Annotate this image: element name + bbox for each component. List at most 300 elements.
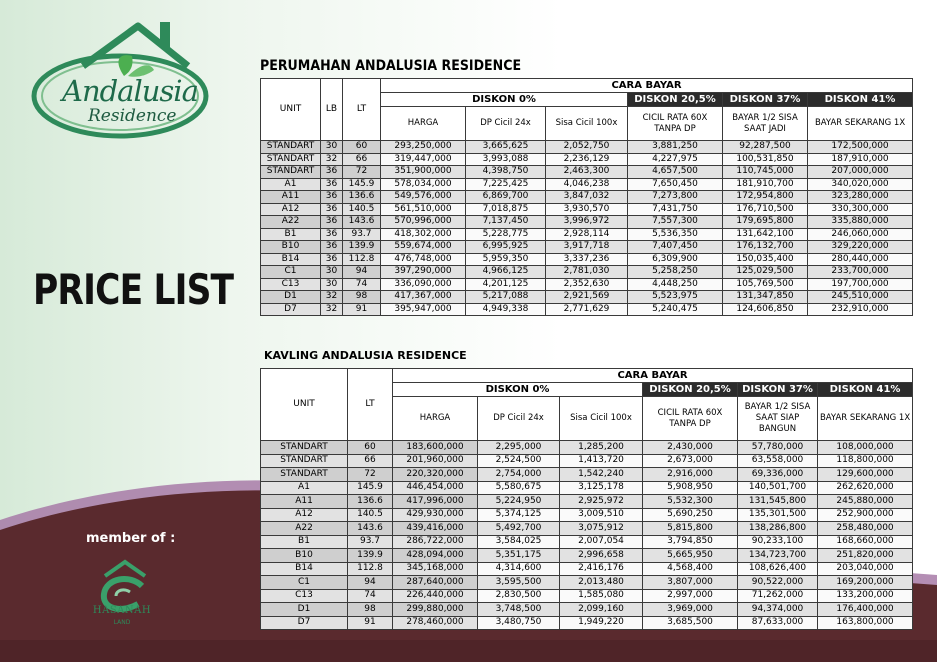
cell-dp: 2,830,500 — [478, 589, 560, 603]
table-row — [261, 549, 913, 563]
cell-harga: 351,900,000 — [381, 166, 466, 179]
col-header-diskon-41: DISKON 41% — [818, 383, 913, 397]
cell-sisa: 4,046,238 — [546, 178, 628, 191]
cell-lt: 60 — [348, 441, 393, 455]
cell-c3: 246,060,000 — [808, 228, 913, 241]
cell-c2: 92,287,500 — [723, 141, 808, 154]
cell-lt: 143.6 — [343, 216, 381, 229]
cell-lt: 72 — [343, 166, 381, 179]
cell-harga: 287,640,000 — [393, 576, 478, 590]
cell-dp: 5,492,700 — [478, 522, 560, 536]
cell-lt: 145.9 — [343, 178, 381, 191]
cell-c3: 163,800,000 — [818, 616, 913, 630]
cell-lt: 93.7 — [343, 228, 381, 241]
table-row — [261, 522, 913, 536]
cell-sisa: 1,413,720 — [560, 454, 643, 468]
cell-c3: 108,000,000 — [818, 441, 913, 455]
cell-sisa: 3,930,570 — [546, 203, 628, 216]
table-row — [261, 266, 913, 279]
cell-dp: 2,295,000 — [478, 441, 560, 455]
cell-lt: 145.9 — [348, 481, 393, 495]
table-row — [261, 303, 913, 316]
cell-c2: 172,954,800 — [723, 191, 808, 204]
cell-harga: 417,996,000 — [393, 495, 478, 509]
table-row — [261, 589, 913, 603]
cell-c3: 168,660,000 — [818, 535, 913, 549]
cell-c2: 90,233,100 — [738, 535, 818, 549]
cell-c3: 118,800,000 — [818, 454, 913, 468]
cell-sisa: 2,052,750 — [546, 141, 628, 154]
col-header-dp: DP Cicil 24x — [466, 107, 546, 141]
cell-unit: C13 — [261, 589, 348, 603]
cell-dp: 3,665,625 — [466, 141, 546, 154]
col-header-lt: LT — [343, 79, 381, 141]
cell-c3: 197,700,000 — [808, 278, 913, 291]
table-row — [261, 228, 913, 241]
cell-lb: 32 — [321, 153, 343, 166]
cell-harga: 559,674,000 — [381, 241, 466, 254]
cell-dp: 4,314,600 — [478, 562, 560, 576]
cell-c1: 5,536,350 — [628, 228, 723, 241]
cell-harga: 201,960,000 — [393, 454, 478, 468]
cell-c2: 108,626,400 — [738, 562, 818, 576]
cell-c1: 7,273,800 — [628, 191, 723, 204]
cell-sisa: 2,013,480 — [560, 576, 643, 590]
cell-unit: B10 — [261, 549, 348, 563]
cell-c2: 131,545,800 — [738, 495, 818, 509]
col-header-diskon-20: DISKON 20,5% — [643, 383, 738, 397]
cell-sisa: 1,285,200 — [560, 441, 643, 455]
table-row — [261, 203, 913, 216]
cell-lt: 143.6 — [348, 522, 393, 536]
cell-c2: 176,710,500 — [723, 203, 808, 216]
cell-unit: B10 — [261, 241, 321, 254]
cell-c3: 232,910,000 — [808, 303, 913, 316]
cell-sisa: 2,416,176 — [560, 562, 643, 576]
cell-dp: 3,480,750 — [478, 616, 560, 630]
cell-unit: STANDART — [261, 141, 321, 154]
cell-lb: 30 — [321, 266, 343, 279]
table-row — [261, 468, 913, 482]
cell-harga: 319,447,000 — [381, 153, 466, 166]
cell-lb: 30 — [321, 278, 343, 291]
cell-sisa: 1,585,080 — [560, 589, 643, 603]
cell-unit: A11 — [261, 495, 348, 509]
cell-unit: STANDART — [261, 468, 348, 482]
cell-c1: 7,650,450 — [628, 178, 723, 191]
table-row — [261, 153, 913, 166]
cell-c3: 245,510,000 — [808, 291, 913, 304]
table-row — [261, 241, 913, 254]
cell-sisa: 2,099,160 — [560, 603, 643, 617]
cell-dp: 7,137,450 — [466, 216, 546, 229]
cell-c2: 131,642,100 — [723, 228, 808, 241]
table-row — [261, 166, 913, 179]
cell-c2: 87,633,000 — [738, 616, 818, 630]
cell-c1: 5,908,950 — [643, 481, 738, 495]
cell-c2: 150,035,400 — [723, 253, 808, 266]
cell-unit: B14 — [261, 562, 348, 576]
cell-lb: 36 — [321, 241, 343, 254]
cell-dp: 3,993,088 — [466, 153, 546, 166]
cell-harga: 299,880,000 — [393, 603, 478, 617]
cell-c2: 125,029,500 — [723, 266, 808, 279]
cell-sisa: 2,996,658 — [560, 549, 643, 563]
cell-dp: 2,754,000 — [478, 468, 560, 482]
table-row — [261, 603, 913, 617]
cell-lt: 94 — [343, 266, 381, 279]
cell-lt: 112.8 — [343, 253, 381, 266]
table-row — [261, 495, 913, 509]
cell-dp: 4,966,125 — [466, 266, 546, 279]
cell-lt: 140.5 — [348, 508, 393, 522]
cell-c3: 129,600,000 — [818, 468, 913, 482]
cell-harga: 226,440,000 — [393, 589, 478, 603]
cell-c3: 187,910,000 — [808, 153, 913, 166]
cell-c1: 7,557,300 — [628, 216, 723, 229]
cell-c2: 181,910,700 — [723, 178, 808, 191]
cell-c2: 110,745,000 — [723, 166, 808, 179]
table-row — [261, 454, 913, 468]
cell-dp: 5,224,950 — [478, 495, 560, 509]
cell-c1: 3,969,000 — [643, 603, 738, 617]
cell-c1: 4,657,500 — [628, 166, 723, 179]
cell-harga: 286,722,000 — [393, 535, 478, 549]
col-header-sisa: Sisa Cicil 100x — [560, 397, 643, 441]
cell-unit: A1 — [261, 178, 321, 191]
cell-sisa: 2,236,129 — [546, 153, 628, 166]
col-header-bayar-sekarang: BAYAR SEKARANG 1X — [818, 397, 913, 441]
cell-lb: 32 — [321, 303, 343, 316]
cell-unit: D1 — [261, 291, 321, 304]
cell-unit: D7 — [261, 303, 321, 316]
col-header-diskon-0: DISKON 0% — [393, 383, 643, 397]
cell-sisa: 3,337,236 — [546, 253, 628, 266]
col-header-diskon-0: DISKON 0% — [381, 93, 628, 107]
cell-unit: D7 — [261, 616, 348, 630]
cell-sisa: 3,917,718 — [546, 241, 628, 254]
cell-lt: 74 — [348, 589, 393, 603]
col-header-diskon-37: DISKON 37% — [738, 383, 818, 397]
cell-c2: 134,723,700 — [738, 549, 818, 563]
col-header-bayar-sekarang: BAYAR SEKARANG 1X — [808, 107, 913, 141]
cell-c2: 69,336,000 — [738, 468, 818, 482]
cell-sisa: 1,949,220 — [560, 616, 643, 630]
cell-c2: 63,558,000 — [738, 454, 818, 468]
cell-c1: 2,673,000 — [643, 454, 738, 468]
table-row — [261, 178, 913, 191]
cell-c2: 131,347,850 — [723, 291, 808, 304]
col-header-cicil-rata: CICIL RATA 60X TANPA DP — [643, 397, 738, 441]
cell-lt: 98 — [348, 603, 393, 617]
cell-sisa: 2,921,569 — [546, 291, 628, 304]
cell-dp: 7,225,425 — [466, 178, 546, 191]
cell-unit: B1 — [261, 535, 348, 549]
cell-harga: 476,748,000 — [381, 253, 466, 266]
cell-lb: 36 — [321, 228, 343, 241]
cell-c2: 57,780,000 — [738, 441, 818, 455]
cell-c1: 4,448,250 — [628, 278, 723, 291]
section-title-kavling: KAVLING ANDALUSIA RESIDENCE — [264, 349, 467, 362]
cell-c2: 124,606,850 — [723, 303, 808, 316]
table-row — [261, 576, 913, 590]
cell-c3: 169,200,000 — [818, 576, 913, 590]
cell-harga: 561,510,000 — [381, 203, 466, 216]
cell-unit: A11 — [261, 191, 321, 204]
cell-dp: 5,217,088 — [466, 291, 546, 304]
cell-c2: 90,522,000 — [738, 576, 818, 590]
col-header-bayar-half: BAYAR 1/2 SISA SAAT SIAP BANGUN — [738, 397, 818, 441]
table-row — [261, 481, 913, 495]
cell-dp: 5,228,775 — [466, 228, 546, 241]
cell-harga: 549,576,000 — [381, 191, 466, 204]
cell-dp: 5,580,675 — [478, 481, 560, 495]
cell-c3: 203,040,000 — [818, 562, 913, 576]
col-header-harga: HARGA — [393, 397, 478, 441]
col-header-diskon-20: DISKON 20,5% — [628, 93, 723, 107]
cell-c2: 179,695,800 — [723, 216, 808, 229]
cell-c3: 280,440,000 — [808, 253, 913, 266]
cell-harga: 417,367,000 — [381, 291, 466, 304]
col-header-bayar-half: BAYAR 1/2 SISA SAAT JADI — [723, 107, 808, 141]
col-header-harga: HARGA — [381, 107, 466, 141]
page-title: PRICE LIST — [33, 265, 234, 314]
cell-c1: 4,227,975 — [628, 153, 723, 166]
cell-c1: 3,881,250 — [628, 141, 723, 154]
cell-lt: 93.7 — [348, 535, 393, 549]
cell-c3: 251,820,000 — [818, 549, 913, 563]
cell-sisa: 3,009,510 — [560, 508, 643, 522]
cell-unit: A22 — [261, 522, 348, 536]
cell-unit: A22 — [261, 216, 321, 229]
cell-c2: 176,132,700 — [723, 241, 808, 254]
cell-unit: STANDART — [261, 454, 348, 468]
cell-dp: 5,959,350 — [466, 253, 546, 266]
price-table-perumahan — [260, 78, 913, 316]
cell-lt: 112.8 — [348, 562, 393, 576]
cell-lt: 91 — [343, 303, 381, 316]
table-row — [261, 278, 913, 291]
cell-harga: 293,250,000 — [381, 141, 466, 154]
cell-sisa: 2,352,630 — [546, 278, 628, 291]
cell-c2: 140,501,700 — [738, 481, 818, 495]
cell-harga: 278,460,000 — [393, 616, 478, 630]
cell-sisa: 2,928,114 — [546, 228, 628, 241]
cell-c2: 100,531,850 — [723, 153, 808, 166]
cell-lb: 30 — [321, 141, 343, 154]
cell-harga: 446,454,000 — [393, 481, 478, 495]
cell-unit: STANDART — [261, 153, 321, 166]
table-row — [261, 441, 913, 455]
cell-lb: 36 — [321, 216, 343, 229]
cell-dp: 6,869,700 — [466, 191, 546, 204]
cell-dp: 3,584,025 — [478, 535, 560, 549]
cell-c1: 6,309,900 — [628, 253, 723, 266]
cell-lb: 36 — [321, 203, 343, 216]
cell-sisa: 3,125,178 — [560, 481, 643, 495]
cell-c3: 207,000,000 — [808, 166, 913, 179]
cell-unit: D1 — [261, 603, 348, 617]
cell-lt: 140.5 — [343, 203, 381, 216]
logo-text-residence: Residence — [88, 106, 177, 126]
cell-c3: 172,500,000 — [808, 141, 913, 154]
cell-dp: 2,524,500 — [478, 454, 560, 468]
cell-dp: 4,398,750 — [466, 166, 546, 179]
cell-unit: C1 — [261, 576, 348, 590]
cell-sisa: 2,463,300 — [546, 166, 628, 179]
cell-c3: 262,620,000 — [818, 481, 913, 495]
cell-c3: 252,900,000 — [818, 508, 913, 522]
col-header-cara-bayar: CARA BAYAR — [393, 369, 913, 383]
cell-c3: 330,300,000 — [808, 203, 913, 216]
cell-dp: 3,595,500 — [478, 576, 560, 590]
col-header-lt: LT — [348, 369, 393, 441]
cell-lb: 36 — [321, 166, 343, 179]
table-row — [261, 616, 913, 630]
cell-c3: 323,280,000 — [808, 191, 913, 204]
cell-c1: 2,916,000 — [643, 468, 738, 482]
cell-dp: 4,201,125 — [466, 278, 546, 291]
cell-lt: 139.9 — [343, 241, 381, 254]
col-header-diskon-37: DISKON 37% — [723, 93, 808, 107]
cell-c1: 5,815,800 — [643, 522, 738, 536]
cell-lt: 136.6 — [348, 495, 393, 509]
cell-lt: 60 — [343, 141, 381, 154]
cell-lt: 91 — [348, 616, 393, 630]
cell-harga: 336,090,000 — [381, 278, 466, 291]
cell-dp: 7,018,875 — [466, 203, 546, 216]
cell-sisa: 1,542,240 — [560, 468, 643, 482]
cell-harga: 570,996,000 — [381, 216, 466, 229]
cell-sisa: 2,925,972 — [560, 495, 643, 509]
cell-c3: 329,220,000 — [808, 241, 913, 254]
cell-c1: 3,794,850 — [643, 535, 738, 549]
cell-lb: 36 — [321, 191, 343, 204]
table-row — [261, 253, 913, 266]
table-row — [261, 562, 913, 576]
cell-c1: 4,568,400 — [643, 562, 738, 576]
cell-c3: 340,020,000 — [808, 178, 913, 191]
cell-sisa: 3,996,972 — [546, 216, 628, 229]
cell-c2: 138,286,800 — [738, 522, 818, 536]
hasanah-logo-subtext: LAND — [113, 619, 131, 626]
section-title-perumahan: PERUMAHAN ANDALUSIA RESIDENCE — [260, 58, 522, 74]
col-header-dp: DP Cicil 24x — [478, 397, 560, 441]
cell-dp: 4,949,338 — [466, 303, 546, 316]
table-row — [261, 535, 913, 549]
cell-lb: 36 — [321, 178, 343, 191]
table-row — [261, 141, 913, 154]
cell-c2: 105,769,500 — [723, 278, 808, 291]
cell-lt: 66 — [343, 153, 381, 166]
cell-c3: 133,200,000 — [818, 589, 913, 603]
logo-text-andalusia: Andalusia — [62, 74, 198, 108]
cell-harga: 428,094,000 — [393, 549, 478, 563]
cell-c3: 258,480,000 — [818, 522, 913, 536]
cell-lt: 98 — [343, 291, 381, 304]
cell-unit: A12 — [261, 508, 348, 522]
cell-dp: 6,995,925 — [466, 241, 546, 254]
cell-c1: 5,532,300 — [643, 495, 738, 509]
cell-c3: 335,880,000 — [808, 216, 913, 229]
cell-harga: 397,290,000 — [381, 266, 466, 279]
table-row — [261, 191, 913, 204]
cell-harga: 439,416,000 — [393, 522, 478, 536]
table-row — [261, 291, 913, 304]
cell-sisa: 2,007,054 — [560, 535, 643, 549]
col-header-cara-bayar: CARA BAYAR — [381, 79, 913, 93]
cell-lt: 136.6 — [343, 191, 381, 204]
cell-harga: 345,168,000 — [393, 562, 478, 576]
cell-sisa: 3,847,032 — [546, 191, 628, 204]
col-header-unit: UNIT — [261, 369, 348, 441]
cell-c3: 176,400,000 — [818, 603, 913, 617]
col-header-unit: UNIT — [261, 79, 321, 141]
cell-sisa: 2,781,030 — [546, 266, 628, 279]
cell-unit: A1 — [261, 481, 348, 495]
cell-sisa: 3,075,912 — [560, 522, 643, 536]
cell-c2: 135,301,500 — [738, 508, 818, 522]
cell-dp: 3,748,500 — [478, 603, 560, 617]
cell-sisa: 2,771,629 — [546, 303, 628, 316]
cell-harga: 395,947,000 — [381, 303, 466, 316]
cell-c1: 7,431,750 — [628, 203, 723, 216]
table-row — [261, 216, 913, 229]
cell-c1: 5,240,475 — [628, 303, 723, 316]
cell-c1: 5,523,975 — [628, 291, 723, 304]
cell-harga: 429,930,000 — [393, 508, 478, 522]
cell-lt: 72 — [348, 468, 393, 482]
cell-c1: 3,807,000 — [643, 576, 738, 590]
cell-dp: 5,374,125 — [478, 508, 560, 522]
hasanah-logo-text: HASANAH — [92, 605, 152, 616]
cell-lt: 94 — [348, 576, 393, 590]
cell-lt: 66 — [348, 454, 393, 468]
cell-c1: 5,258,250 — [628, 266, 723, 279]
cell-unit: B14 — [261, 253, 321, 266]
cell-c1: 3,685,500 — [643, 616, 738, 630]
cell-c1: 5,690,250 — [643, 508, 738, 522]
col-header-sisa: Sisa Cicil 100x — [546, 107, 628, 141]
cell-c3: 245,880,000 — [818, 495, 913, 509]
cell-unit: C1 — [261, 266, 321, 279]
cell-c2: 71,262,000 — [738, 589, 818, 603]
price-table-kavling — [260, 368, 913, 630]
cell-unit: C13 — [261, 278, 321, 291]
cell-c1: 2,997,000 — [643, 589, 738, 603]
cell-unit: STANDART — [261, 441, 348, 455]
cell-lb: 32 — [321, 291, 343, 304]
cell-harga: 220,320,000 — [393, 468, 478, 482]
cell-c1: 2,430,000 — [643, 441, 738, 455]
cell-c1: 7,407,450 — [628, 241, 723, 254]
cell-c3: 233,700,000 — [808, 266, 913, 279]
cell-harga: 183,600,000 — [393, 441, 478, 455]
col-header-cicil-rata: CICIL RATA 60X TANPA DP — [628, 107, 723, 141]
cell-unit: B1 — [261, 228, 321, 241]
table-row — [261, 508, 913, 522]
cell-harga: 418,302,000 — [381, 228, 466, 241]
member-label: member of : — [86, 531, 176, 546]
col-header-diskon-41: DISKON 41% — [808, 93, 913, 107]
cell-dp: 5,351,175 — [478, 549, 560, 563]
cell-unit: STANDART — [261, 166, 321, 179]
cell-unit: A12 — [261, 203, 321, 216]
cell-c2: 94,374,000 — [738, 603, 818, 617]
cell-harga: 578,034,000 — [381, 178, 466, 191]
cell-lt: 74 — [343, 278, 381, 291]
cell-lb: 36 — [321, 253, 343, 266]
